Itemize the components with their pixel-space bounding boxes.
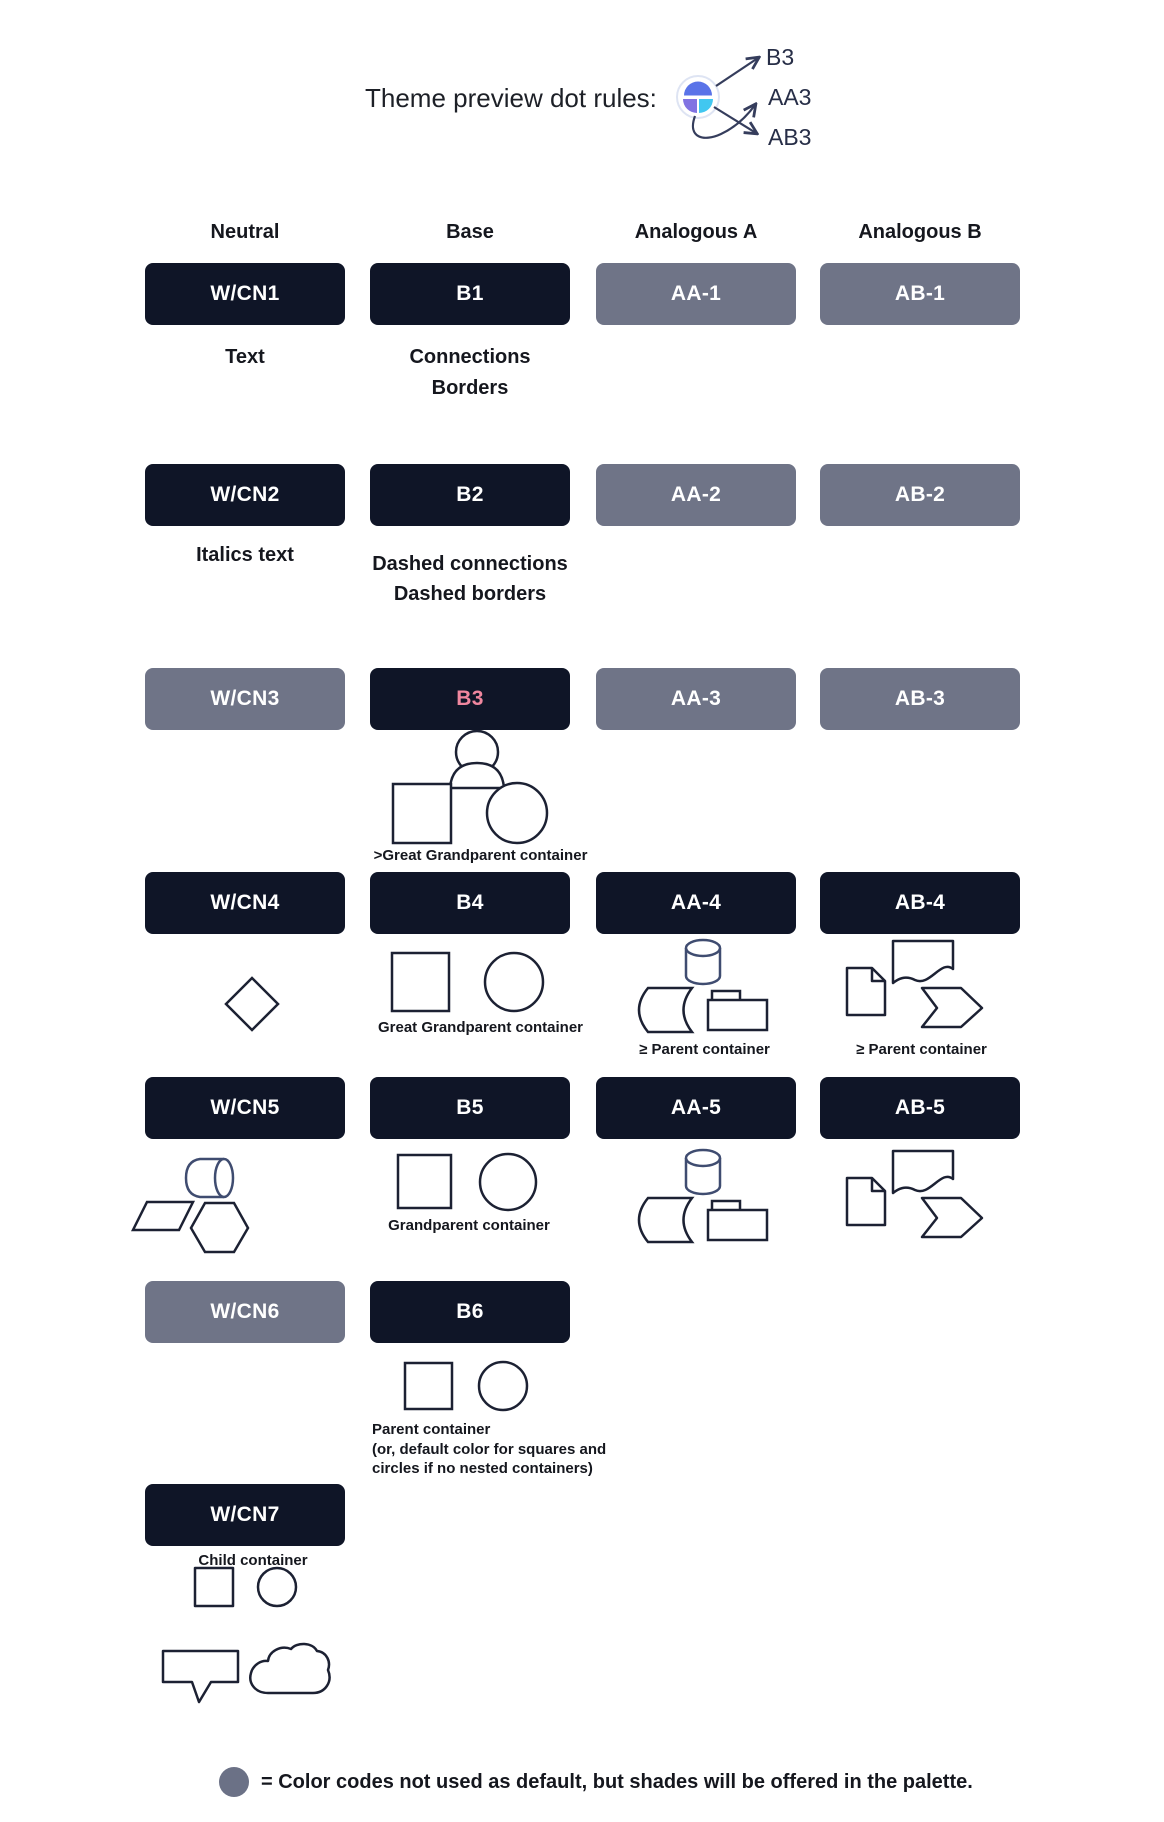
swatch-ab3: AB-3 [820,668,1020,730]
note-child-container: Child container [198,1552,308,1569]
swatch-wcn7: W/CN7 [145,1484,345,1546]
aa5-shape-group [639,1150,767,1242]
column-header-analogous-a: Analogous A [634,221,758,243]
diamond-icon [226,978,278,1030]
swatch-aa3: AA-3 [596,668,796,730]
swatch-ab4: AB-4 [820,872,1020,934]
speech-bubble-icon [163,1651,238,1702]
person-body-icon [450,763,504,788]
swatch-aa5: AA-5 [596,1077,796,1139]
circle-icon [487,783,547,843]
cloud-icon [250,1644,329,1693]
note-parent-aa: ≥ Parent container [639,1041,770,1058]
swatch-wcn2: W/CN2 [145,464,345,526]
swatch-wcn5: W/CN5 [145,1077,345,1139]
hexagon-icon [191,1203,248,1252]
swatch-b2: B2 [370,464,570,526]
circle-icon [480,1154,536,1210]
square-icon [195,1568,233,1606]
dot-label-ab3: AB3 [768,124,812,150]
page-title: Theme preview dot rules: [365,83,657,113]
square-icon [398,1155,451,1208]
parallelogram-icon [133,1202,193,1230]
note-parent-line2: (or, default color for squares and [372,1440,607,1458]
swatch-b3: B3 [370,668,570,730]
note-parent-line3: circles if no nested containers) [372,1460,593,1477]
horizontal-cylinder-end-icon [215,1159,233,1197]
swatch-b6: B6 [370,1281,570,1343]
note-parent-container-block [372,1420,672,1479]
b4-shape-group [392,953,543,1011]
swatch-aa1: AA-1 [596,263,796,325]
note-connections: Connections [409,346,531,368]
wcn7-shape-group [163,1568,330,1702]
note-grandparent: Grandparent container [388,1217,550,1234]
swatch-b5: B5 [370,1077,570,1139]
b3-shape-group [393,731,547,843]
note-dashed-connections: Dashed connections [372,553,568,575]
b6-shape-group [405,1362,527,1410]
dot-label-b3: B3 [766,44,795,70]
note-dashed-borders: Dashed borders [393,583,547,605]
column-header-analogous-b: Analogous B [858,221,982,243]
legend-text: = Color codes not used as default, but shades will be offered in the palette. [261,1771,973,1793]
preview-dot [677,76,719,118]
square-icon [392,953,449,1011]
b5-shape-group [398,1154,536,1210]
swatch-aa2: AA-2 [596,464,796,526]
aa4-shape-group [639,940,767,1032]
swatch-ab5: AB-5 [820,1077,1020,1139]
swatch-wcn3: W/CN3 [145,668,345,730]
swatch-aa4: AA-4 [596,872,796,934]
note-text: Text [225,346,265,368]
dot-label-aa3: AA3 [768,84,812,110]
circle-icon [485,953,543,1011]
column-header-neutral: Neutral [210,221,280,243]
note-italics-text: Italics text [196,544,294,566]
swatch-b4: B4 [370,872,570,934]
note-great-grandparent: Great Grandparent container [377,1019,584,1036]
arrow-to-b3 [716,58,758,86]
circle-icon [479,1362,527,1410]
note-borders: Borders [431,377,509,399]
square-icon [393,784,451,843]
swatch-wcn1: W/CN1 [145,263,345,325]
swatch-b1: B1 [370,263,570,325]
wcn5-shape-group [133,1159,248,1252]
square-icon [405,1363,452,1409]
swatch-wcn6: W/CN6 [145,1281,345,1343]
swatch-ab2: AB-2 [820,464,1020,526]
note-great-grandparent-gt: >Great Grandparent container [373,847,588,864]
note-parent-ab: ≥ Parent container [856,1041,987,1058]
ab4-shape-group [847,941,982,1027]
circle-icon [258,1568,296,1606]
swatch-ab1: AB-1 [820,263,1020,325]
swatch-wcn4: W/CN4 [145,872,345,934]
legend-gray-dot-icon [219,1767,249,1797]
column-header-base: Base [446,221,494,243]
ab5-shape-group [847,1151,982,1237]
note-parent-line1: Parent container [372,1421,491,1438]
